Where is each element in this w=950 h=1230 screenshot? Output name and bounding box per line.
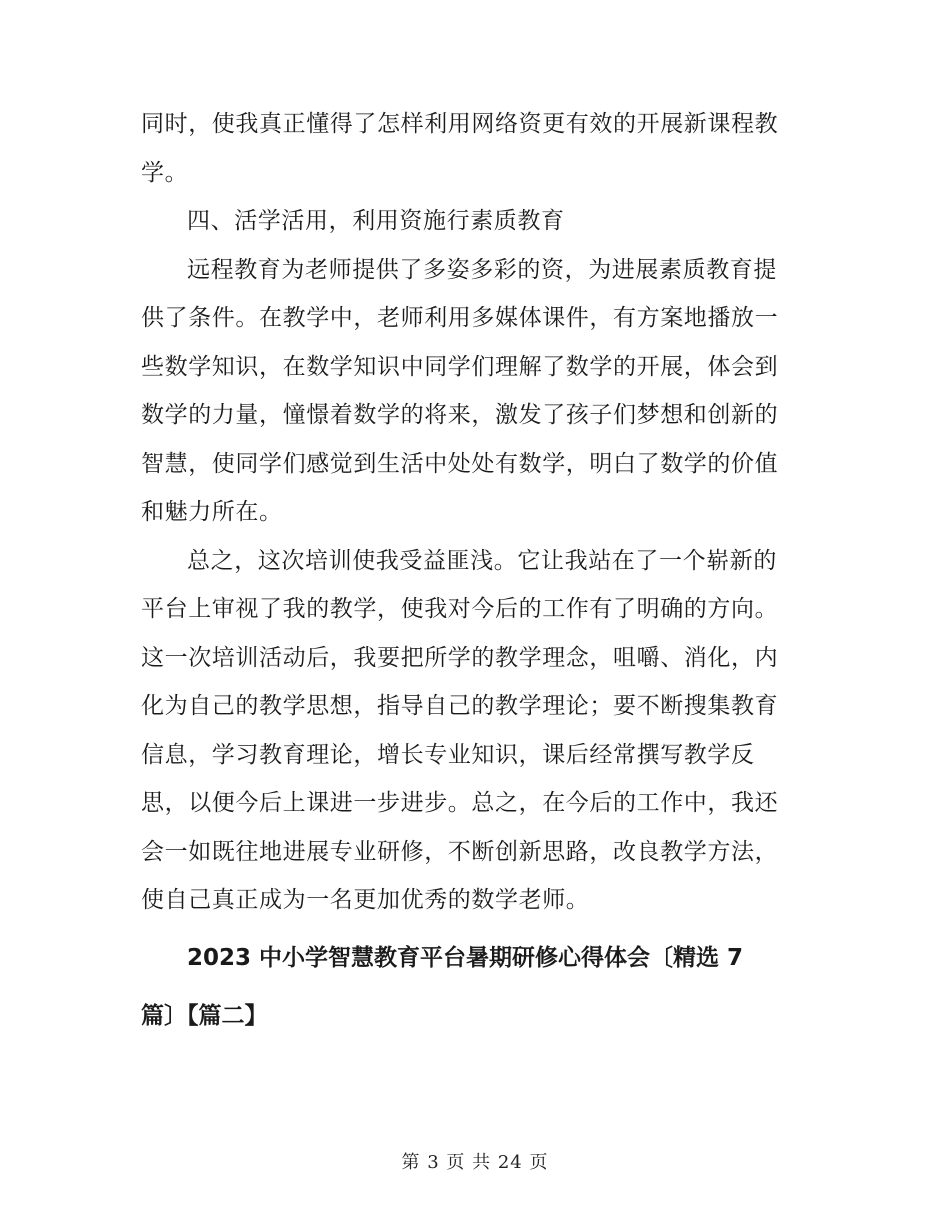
body-text bbox=[141, 100, 811, 925]
text-line: 思，以便今后上课进一步进步。总之，在今后的工作中，我还 bbox=[141, 790, 779, 816]
text-line: 供了条件。在教学中，老师利用多媒体课件，有方案地播放一 bbox=[141, 305, 779, 331]
text-line: 学。 bbox=[141, 159, 189, 186]
text-line: 些数学知识，在数学知识中同学们理解了数学的开展，体会到 bbox=[141, 353, 779, 380]
text-line: 会一如既往地进展专业研修，不断创新思路，改良教学方法， bbox=[141, 838, 779, 865]
text-line: 使自己真正成为一名更加优秀的数学老师。 bbox=[141, 887, 590, 913]
text-line: 化为自己的教学思想，指导自己的教学理论；要不断搜集教育 bbox=[141, 693, 779, 719]
document-body bbox=[141, 100, 811, 1045]
text-line: 数学的力量，憧憬着数学的将来，激发了孩子们梦想和创新的 bbox=[141, 402, 779, 428]
text-line: 远程教育为老师提供了多姿多彩的资，为进展素质教育提 bbox=[187, 256, 777, 283]
page-number-footer: 第 3 页 共 24 页 bbox=[401, 1152, 549, 1173]
text-line: 平台上审视了我的教学，使我对今后的工作有了明确的方向。 bbox=[141, 596, 779, 622]
section-heading-line-1: 2023 中小学智慧教育平台暑期研修心得体会〔精选 7 bbox=[187, 944, 744, 971]
text-line: 智慧，使同学们感觉到生活中处处有数学，明白了数学的价值 bbox=[141, 450, 779, 477]
text-line: 同时，使我真正懂得了怎样利用网络资更有效的开展新课程教 bbox=[141, 111, 779, 137]
text-line: 信息，学习教育理论，增长专业知识，课后经常撰写教学反 bbox=[141, 741, 755, 768]
text-line: 和魅力所在。 bbox=[141, 499, 283, 525]
text-line: 总之，这次培训使我受益匪浅。它让我站在了一个崭新的 bbox=[187, 547, 777, 574]
text-line: 这一次培训活动后，我要把所学的教学理念，咀嚼、消化，内 bbox=[141, 644, 779, 671]
text-line: 四、活学活用，利用资施行素质教育 bbox=[187, 208, 565, 234]
section-heading-line-2: 篇〕【篇二】 bbox=[141, 1002, 268, 1029]
